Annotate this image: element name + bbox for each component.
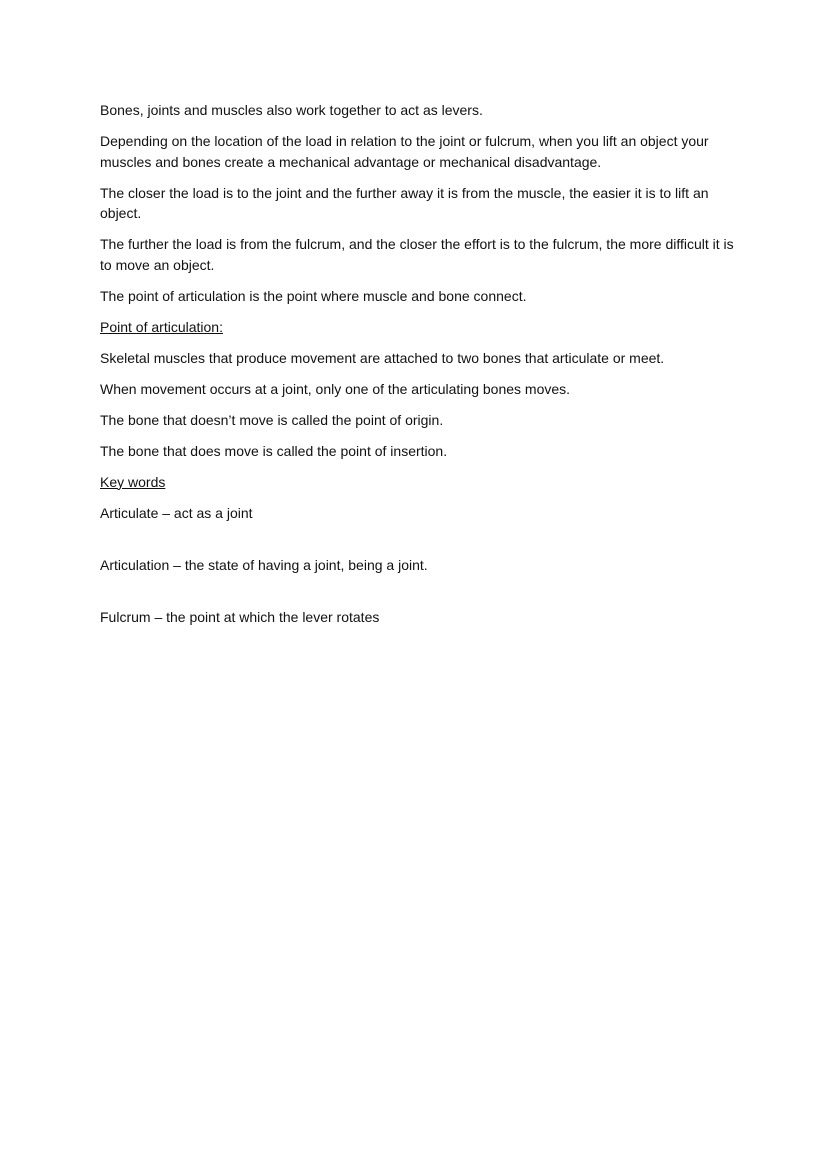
paragraph-point-of-insertion: The bone that does move is called the point of insertion. [100,442,448,459]
heading-point-of-articulation: Point of articulation: [100,318,223,335]
document-body [100,100,735,638]
paragraph-closer-load: The closer the load is to the joint and the further away it is from the muscle, the easier it is to lift an object. [100,184,709,221]
keyword-articulation: Articulation – the state of having a joint, being a joint. [100,556,428,573]
paragraph-point-of-origin: The bone that doesn’t move is called the point of origin. [100,411,444,428]
keyword-fulcrum: Fulcrum – the point at which the lever rotates [100,608,380,625]
spacer [100,586,735,607]
paragraph-point-of-articulation: The point of articulation is the point where muscle and bone connect. [100,287,527,304]
keyword-articulate: Articulate – act as a joint [100,504,253,521]
paragraph-skeletal-muscles: Skeletal muscles that produce movement are attached to two bones that articulate or meet. [100,349,665,366]
paragraph-further-load: The further the load is from the fulcrum, and the closer the effort is to the fulcrum, the more difficult it is to move an object. [100,236,734,273]
paragraph-movement-occurs: When movement occurs at a joint, only one of the articulating bones moves. [100,380,571,397]
spacer [100,534,735,555]
paragraph-mechanical-advantage: Depending on the location of the load in relation to the joint or fulcrum, when you lift an object your muscles and bones create a mechanical advantage or mechanical disadvantage. [100,133,709,170]
paragraph-levers: Bones, joints and muscles also work together to act as levers. [100,102,483,118]
heading-key-words: Key words [100,473,166,490]
